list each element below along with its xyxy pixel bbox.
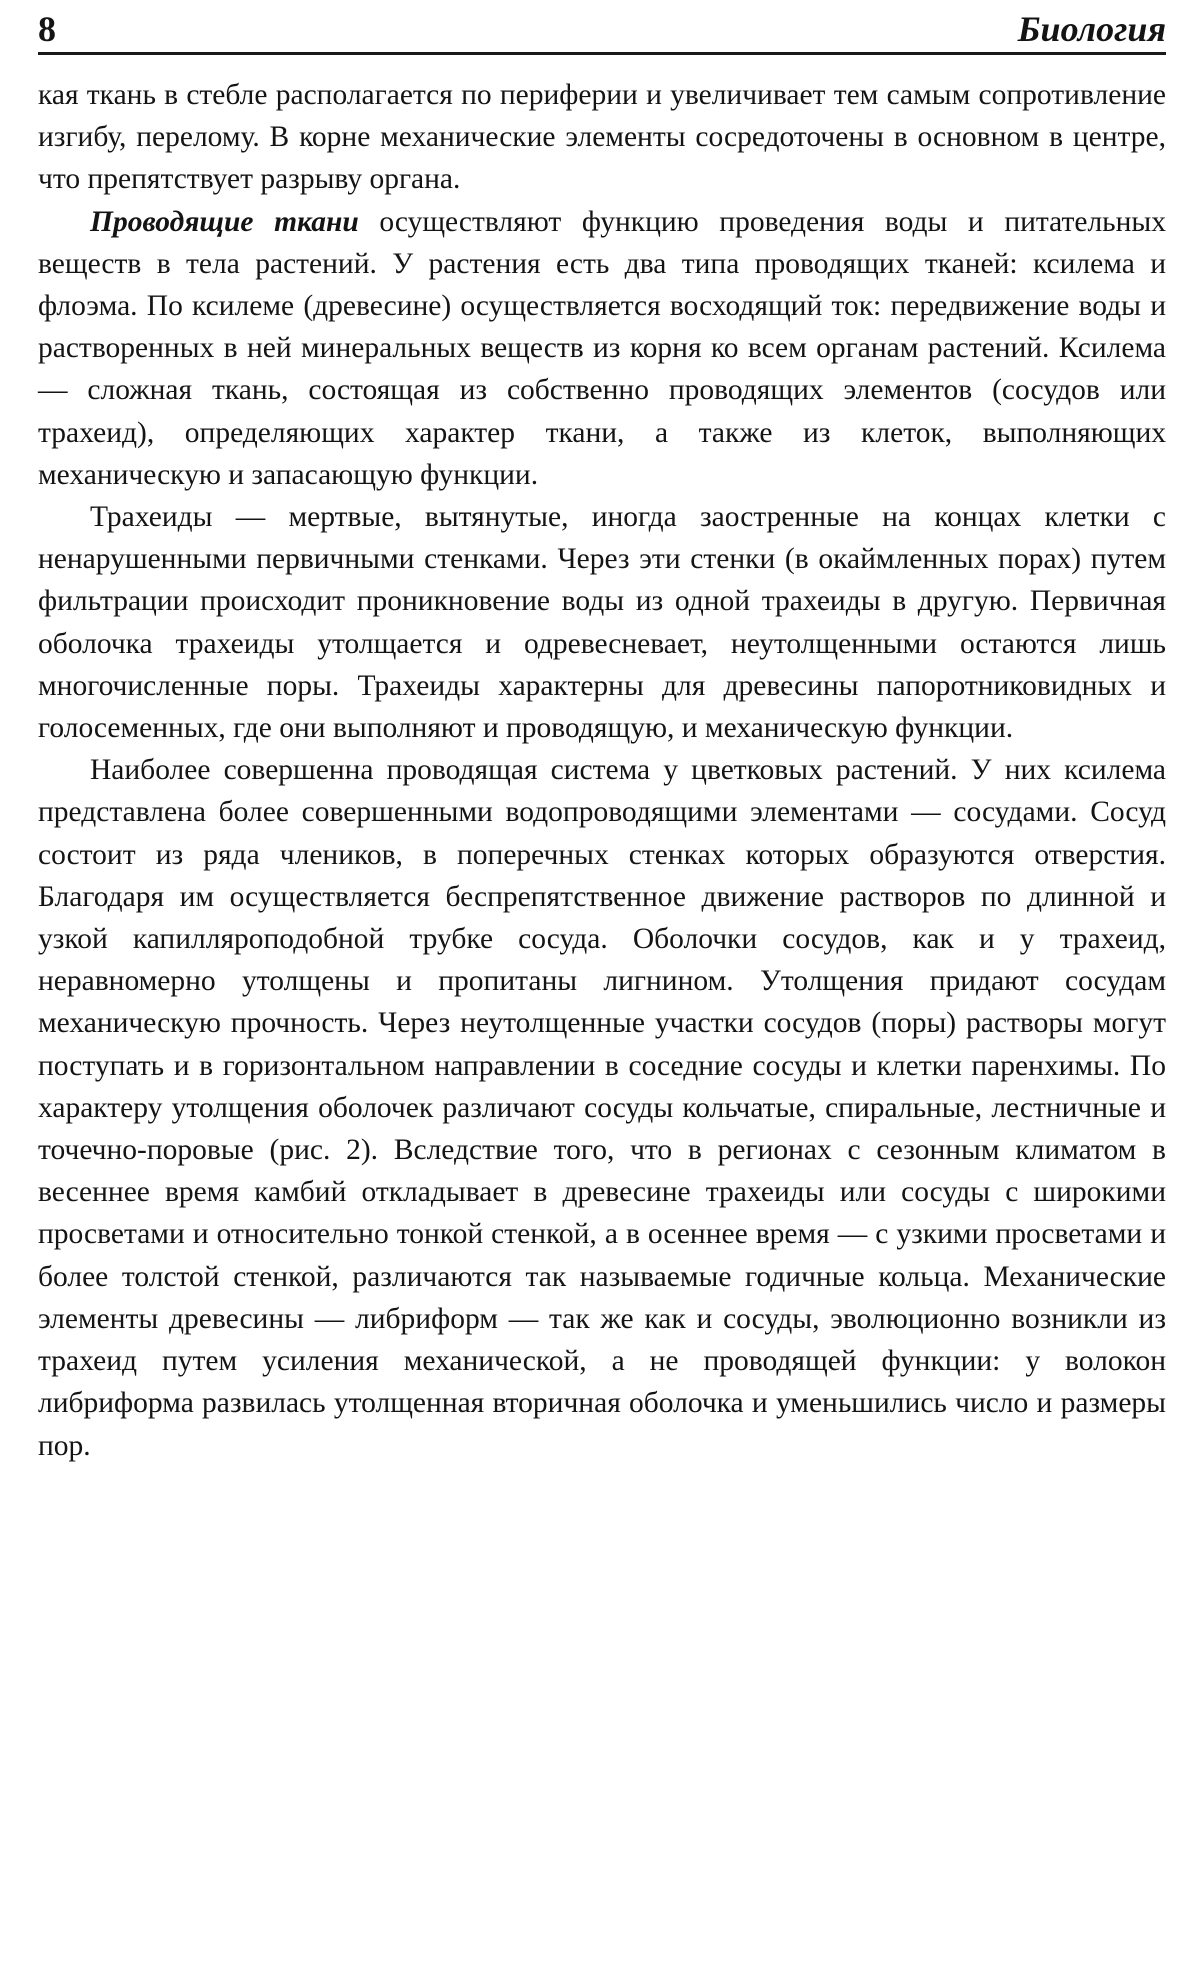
paragraph-text: кая ткань в стебле располагается по периферии и увеличивает тем самым сопротивление изгибу, перелому. В корне механические элементы сосредоточены в основном в центре, что препятствует разрыву органа.: [38, 79, 1166, 196]
paragraph-vessels: [38, 749, 1166, 1466]
page-header: [38, 6, 1166, 55]
book-page: [38, 0, 1166, 1975]
term-conducting-tissues: Проводящие ткани: [90, 205, 359, 238]
page-number: 8: [38, 9, 56, 49]
body-text: [38, 74, 1166, 1467]
paragraph-continued: [38, 74, 1166, 201]
paragraph-text: Трахеиды — мертвые, вытянутые, иногда заостренные на концах клетки с ненарушенными первичными стенками. Через эти стенки (в окаймленных порах) путем фильтрации происходит проникновение воды из одной трахеиды в другую. Первичная оболочка трахеиды утолщается и одревесневает, неутолщенными остаются лишь многочисленные поры. Трахеиды характерны для древесины папоротниковидных и голосеменных, где они выполняют и проводящую, и механическую функции.: [38, 501, 1166, 745]
paragraph-text: осуществляют функцию проведения воды и питательных веществ в тела растений. У растения есть два типа проводящих тканей: ксилема и флоэма. По ксилеме (древесине) осуществляется восходящий ток: передвижение воды и растворенных в ней минеральных веществ из корня ко всем органам растений. Ксилема — сложная ткань, состоящая из собственно проводящих элементов (сосудов или трахеид), определяющих характер ткани, а также из клеток, выполняющих механическую и запасающую функции.: [38, 205, 1166, 491]
paragraph-conducting-tissues: [38, 201, 1166, 496]
paragraph-tracheids: [38, 496, 1166, 749]
paragraph-text: Наиболее совершенна проводящая система у цветковых растений. У них ксилема представлена более совершенными водопроводящими элементами — сосудами. Сосуд состоит из ряда члеников, в поперечных стенках которых образуются отверстия. Благодаря им осуществляется беспрепятственное движение растворов по длинной и узкой капилляроподобной трубке сосуда. Оболочки сосудов, как и у трахеид, неравномерно утолщены и пропитаны лигнином. Утолщения придают сосудам механическую прочность. Через неутолщенные участки сосудов (поры) растворы могут поступать и в горизонтальном направлении в соседние сосуды и клетки паренхимы. По характеру утолщения оболочек различают сосуды кольчатые, спиральные, лестничные и точечно-поровые (рис. 2). Вследствие того, что в регионах с сезонным климатом в весеннее время камбий откладывает в древесине трахеиды или сосуды с широкими просветами и относительно тонкой стенкой, а в осеннее время — с узкими просветами и более толстой стенкой, различаются так называемые годичные кольца. Механические элементы древесины — либриформ — так же как и сосуды, эволюционно возникли из трахеид путем усиления механической, а не проводящей функции: у волокон либриформа развилась утолщенная вторичная оболочка и уменьшились число и размеры пор.: [38, 754, 1166, 1462]
running-title: Биология: [1017, 9, 1166, 49]
